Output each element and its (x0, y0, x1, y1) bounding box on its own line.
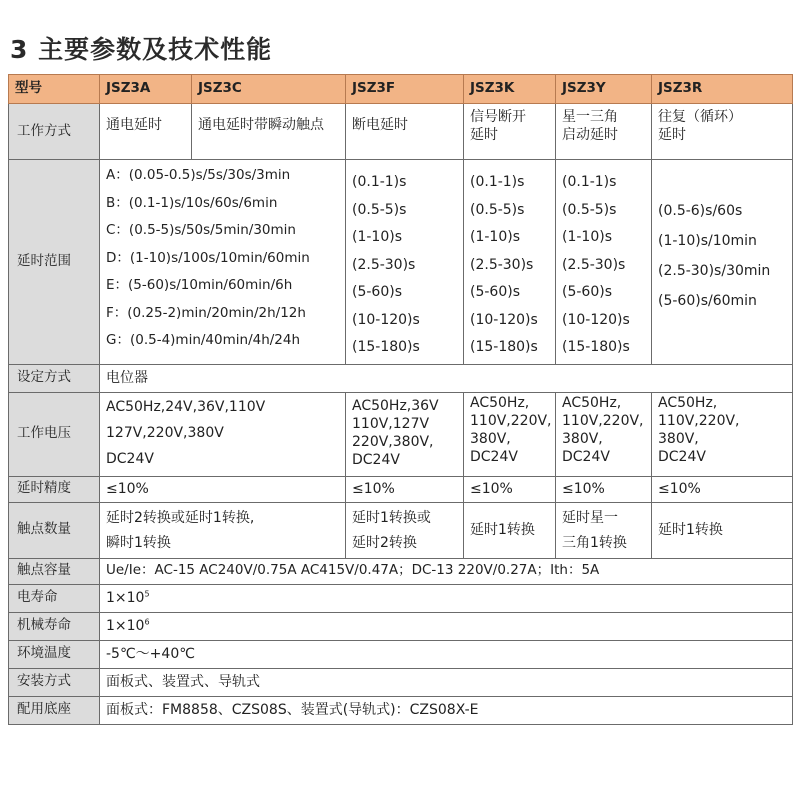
delay-range-ac-line: D：(1-10)s/100s/10min/60min (106, 249, 310, 266)
work-mode-r-line: 延时 (658, 127, 686, 144)
work-mode-c: 通电延时带瞬动触点 (192, 104, 346, 160)
work-mode-k (464, 104, 556, 160)
delay-range-f (346, 160, 464, 365)
delay-range-y-line: (5-60)s (562, 284, 612, 300)
delay-range-r-line: (2.5-30)s/30min (658, 263, 771, 279)
electrical-life-exp: 5 (144, 589, 150, 599)
voltage-k (464, 392, 556, 476)
voltage-k-line: 110V,220V, (470, 412, 552, 429)
work-mode-f: 断电延时 (346, 104, 464, 160)
row-voltage (9, 392, 793, 476)
work-mode-k-line: 延时 (470, 127, 498, 144)
voltage-r-line: AC50Hz, (658, 394, 718, 411)
setting-mode-value: 电位器 (100, 364, 793, 392)
delay-range-k-line: (2.5-30)s (470, 256, 534, 273)
work-mode-r (652, 104, 793, 160)
voltage-k-line: AC50Hz, (470, 394, 530, 411)
row-delay-range (9, 160, 793, 365)
work-mode-y (556, 104, 652, 160)
model-jsz3r: JSZ3R (652, 75, 793, 104)
accuracy-r: ≤10% (652, 476, 793, 502)
capacity-value: Ue/Ie：AC-15 AC240V/0.75A AC415V/0.47A；DC-13 220V/0.27A；Ith：5A (100, 558, 793, 584)
row-work-mode (9, 104, 793, 160)
row-setting-mode (9, 364, 793, 392)
delay-range-r-line: (5-60)s/60min (658, 293, 757, 309)
spec-table (8, 74, 792, 725)
voltage-k-line: 380V, (470, 430, 511, 447)
label-delay-range: 延时范围 (9, 160, 100, 365)
label-base: 配用底座 (9, 696, 100, 724)
delay-range-f-line: (5-60)s (352, 284, 402, 300)
delay-range-f-line: (1-10)s (352, 229, 402, 245)
delay-range-k-line: (0.1-1)s (470, 174, 525, 190)
model-jsz3y: JSZ3Y (556, 75, 652, 104)
label-accuracy: 延时精度 (9, 476, 100, 502)
contacts-f-line: 延时1转换或 (352, 509, 431, 526)
voltage-y-line: AC50Hz, (562, 394, 622, 411)
label-install: 安装方式 (9, 668, 100, 696)
accuracy-ac: ≤10% (100, 476, 346, 502)
accuracy-y: ≤10% (556, 476, 652, 502)
voltage-ac-line: DC24V (106, 450, 154, 467)
delay-range-ac-line: C：(0.5-5)s/50s/5min/30min (106, 222, 296, 238)
delay-range-k-line: (10-120)s (470, 311, 538, 328)
work-mode-k-line: 信号断开 (470, 109, 526, 125)
delay-range-r-line: (0.5-6)s/60s (658, 203, 743, 219)
contacts-ac-line: 延时2转换或延时1转换, (106, 509, 255, 526)
contacts-r: 延时1转换 (652, 502, 793, 558)
accuracy-f: ≤10% (346, 476, 464, 502)
section-title: 3 主要参数及技术性能 (10, 35, 273, 64)
row-mechanical-life (9, 612, 793, 640)
delay-range-ac (100, 160, 346, 365)
label-setting-mode: 设定方式 (9, 364, 100, 392)
model-jsz3k: JSZ3K (464, 75, 556, 104)
contacts-y-line: 延时星一 (562, 509, 618, 526)
delay-range-f-line: (2.5-30)s (352, 256, 416, 273)
voltage-f-line: DC24V (352, 451, 400, 468)
work-mode-r-line: 往复（循环） (658, 109, 742, 125)
label-voltage: 工作电压 (9, 392, 100, 476)
work-mode-y-line: 启动延时 (562, 127, 618, 144)
row-accuracy (9, 476, 793, 502)
delay-range-k (464, 160, 556, 365)
work-mode-y-line: 星一三角 (562, 109, 618, 125)
row-ambient-temp (9, 640, 793, 668)
model-jsz3f: JSZ3F (346, 75, 464, 104)
voltage-f-line: AC50Hz,36V (352, 397, 439, 414)
voltage-r-line: 110V,220V, (658, 412, 740, 429)
accuracy-k: ≤10% (464, 476, 556, 502)
header-label: 型号 (9, 75, 100, 104)
delay-range-k-line: (5-60)s (470, 284, 520, 300)
row-contacts (9, 502, 793, 558)
delay-range-ac-line: E：(5-60)s/10min/60min/6h (106, 277, 293, 293)
voltage-f-line: 110V,127V (352, 415, 430, 432)
delay-range-ac-line: G：(0.5-4)min/40min/4h/24h (106, 332, 301, 348)
label-contacts: 触点数量 (9, 502, 100, 558)
voltage-r-line: DC24V (658, 448, 706, 465)
delay-range-f-line: (0.1-1)s (352, 174, 407, 190)
voltage-ac-line: AC50Hz,24V,36V,110V (106, 398, 266, 415)
voltage-ac (100, 392, 346, 476)
voltage-y-line: 110V,220V, (562, 412, 644, 429)
voltage-k-line: DC24V (470, 448, 518, 465)
delay-range-y-line: (1-10)s (562, 229, 612, 245)
mechanical-life-value (100, 612, 793, 640)
delay-range-y-line: (2.5-30)s (562, 256, 626, 273)
contacts-f-line: 延时2转换 (352, 534, 417, 551)
row-capacity (9, 558, 793, 584)
ambient-temp-value: -5℃～+40℃ (100, 640, 793, 668)
row-install (9, 668, 793, 696)
delay-range-y-line: (10-120)s (562, 311, 630, 328)
contacts-y-line: 三角1转换 (562, 534, 627, 551)
delay-range-f-line: (10-120)s (352, 311, 420, 328)
header-row (9, 75, 793, 104)
mechanical-life-exp: 6 (144, 617, 150, 627)
delay-range-k-line: (1-10)s (470, 229, 520, 245)
voltage-ac-line: 127V,220V,380V (106, 424, 224, 441)
contacts-k: 延时1转换 (464, 502, 556, 558)
contacts-f (346, 502, 464, 558)
label-capacity: 触点容量 (9, 558, 100, 584)
work-mode-a: 通电延时 (100, 104, 192, 160)
electrical-life-base: 1×10 (106, 589, 145, 606)
delay-range-y-line: (0.5-5)s (562, 201, 617, 218)
install-value: 面板式、装置式、导轨式 (100, 668, 793, 696)
label-work-mode: 工作方式 (9, 104, 100, 160)
delay-range-y (556, 160, 652, 365)
contacts-ac-line: 瞬时1转换 (106, 534, 171, 551)
model-jsz3c: JSZ3C (192, 75, 346, 104)
contacts-ac (100, 502, 346, 558)
delay-range-y-line: (15-180)s (562, 339, 630, 355)
voltage-r-line: 380V, (658, 430, 699, 447)
voltage-y (556, 392, 652, 476)
delay-range-k-line: (15-180)s (470, 339, 538, 355)
delay-range-ac-line: A：(0.05-0.5)s/5s/30s/3min (106, 167, 291, 183)
label-electrical-life: 电寿命 (9, 584, 100, 612)
electrical-life-value (100, 584, 793, 612)
mechanical-life-base: 1×10 (106, 617, 145, 634)
voltage-f-line: 220V,380V, (352, 433, 434, 450)
delay-range-y-line: (0.1-1)s (562, 174, 617, 190)
delay-range-k-line: (0.5-5)s (470, 201, 525, 218)
model-jsz3a: JSZ3A (100, 75, 192, 104)
contacts-y (556, 502, 652, 558)
delay-range-ac-line: F：(0.25-2)min/20min/2h/12h (106, 304, 306, 321)
label-ambient-temp: 环境温度 (9, 640, 100, 668)
voltage-f (346, 392, 464, 476)
delay-range-f-line: (0.5-5)s (352, 201, 407, 218)
row-base (9, 696, 793, 724)
label-mechanical-life: 机械寿命 (9, 612, 100, 640)
base-value: 面板式：FM8858、CZS08S、装置式(导轨式)：CZS08X-E (100, 696, 793, 724)
voltage-r (652, 392, 793, 476)
voltage-y-line: 380V, (562, 430, 603, 447)
delay-range-r (652, 160, 793, 365)
delay-range-f-line: (15-180)s (352, 339, 420, 355)
delay-range-ac-line: B：(0.1-1)s/10s/60s/6min (106, 194, 278, 211)
row-electrical-life (9, 584, 793, 612)
delay-range-r-line: (1-10)s/10min (658, 233, 757, 249)
voltage-y-line: DC24V (562, 448, 610, 465)
